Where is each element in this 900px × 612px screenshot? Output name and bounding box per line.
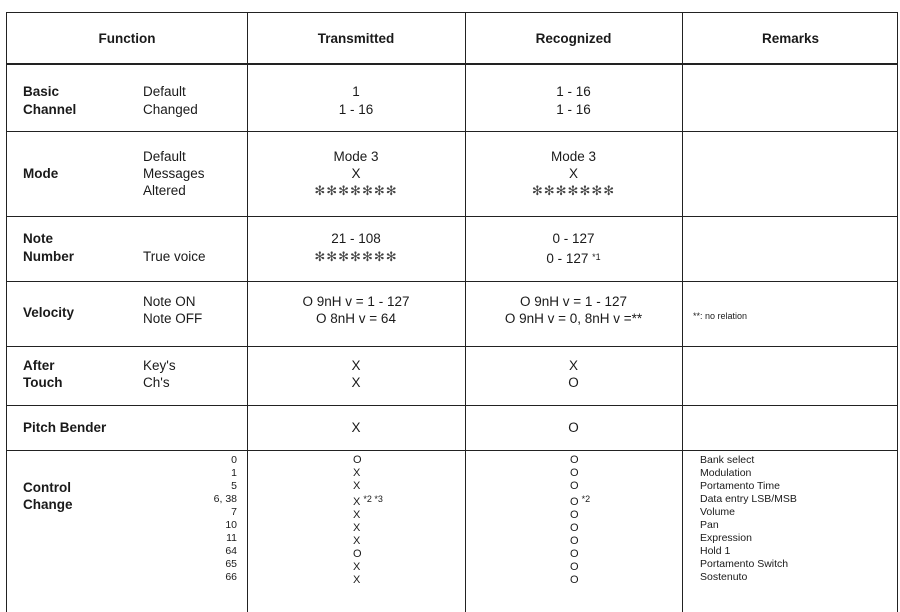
controller-remark [700,493,797,506]
row-divider [7,346,897,347]
column-divider [682,13,683,612]
row-divider [7,450,897,451]
controller-number [157,545,237,558]
controller-number-text: 65 [225,558,237,570]
controller-number [157,532,237,545]
controller-transmitted [353,522,383,535]
transmitted-value: X [351,375,361,390]
header-function: Function [98,30,156,46]
controller-number [157,493,237,506]
recognized-value: O 9nH v = 0, 8nH v =** [504,311,643,326]
controller-remark-text: Portamento Switch [700,558,789,570]
sub-label-messages: Messages [143,166,205,181]
controller-number-list [157,454,237,584]
controller-transmitted-list [353,454,383,587]
controller-recognized-text: O [570,548,579,560]
controller-recognized [570,467,590,480]
row-title-control: Control [23,480,71,495]
controller-transmitted [353,535,383,548]
controller-transmitted [353,509,383,522]
row-title-touch: Touch [23,375,63,390]
row-title-pitch-bender: Pitch Bender [23,420,107,435]
controller-transmitted [353,574,383,587]
controller-transmitted-text: X [353,480,361,492]
controller-transmitted [353,548,383,561]
controller-remark [700,532,797,545]
recognized-value [465,248,682,268]
controller-remark [700,454,797,467]
transmitted-value: X [351,166,361,181]
controller-number-text: 5 [231,480,237,492]
header-recognized: Recognized [535,30,612,46]
controller-recognized-text: O [570,480,579,492]
recognized-value: 1 - 16 [556,102,591,117]
controller-transmitted [353,454,383,467]
row-title-velocity: Velocity [23,305,75,320]
controller-transmitted [353,493,383,509]
controller-recognized [570,493,590,509]
controller-remark-text: Portamento Time [700,480,780,492]
controller-number [157,506,237,519]
controller-recognized-text: O [570,467,579,479]
recognized-range: 0 - 127 [546,251,589,266]
controller-number [157,467,237,480]
controller-remark-text: Pan [700,519,719,531]
row-divider [7,281,897,282]
controller-number-text: 10 [225,519,237,531]
sub-label-default: Default [143,84,186,99]
footnote-marker: *2 [581,494,591,504]
controller-transmitted-text: O [353,454,362,466]
controller-recognized [570,522,590,535]
controller-recognized [570,561,590,574]
controller-remark-text: Modulation [700,467,752,479]
controller-recognized [570,535,590,548]
header-transmitted: Transmitted [317,30,395,46]
controller-transmitted-text: X [353,509,361,521]
sub-label-keys: Key's [143,358,176,373]
controller-transmitted-text: X [353,535,361,547]
controller-remarks-list [700,454,797,584]
remark-no-relation: **: no relation [693,311,748,321]
transmitted-value: O 9nH v = 1 - 127 [302,294,410,309]
recognized-value: 0 - 127 [552,231,595,246]
row-title-basic: Basic [23,84,60,99]
controller-transmitted-text: X [353,561,361,573]
recognized-value: O [568,420,579,435]
header-remarks: Remarks [761,30,820,46]
controller-remark [700,480,797,493]
sub-label-note-off: Note OFF [143,311,203,326]
footnote-marker: *2 *3 [363,494,383,504]
controller-recognized-text: O [570,574,579,586]
recognized-value: 1 - 16 [556,84,591,99]
recognized-value: Mode 3 [550,149,597,164]
header-divider [7,63,897,65]
controller-recognized-text: O [570,561,579,573]
controller-recognized [570,574,590,587]
controller-transmitted-text: O [353,548,362,560]
controller-number [157,558,237,571]
row-divider [7,216,897,217]
controller-recognized-text: O [570,509,579,521]
sub-label-changed: Changed [143,102,198,117]
sub-label-altered: Altered [143,183,186,198]
sub-label-true-voice: True voice [143,249,206,264]
controller-remark-text: Hold 1 [700,545,731,557]
asterisk-row: ✻✻✻✻✻✻✻ [314,183,398,198]
transmitted-value: Mode 3 [333,149,379,164]
controller-recognized-list [570,454,590,587]
controller-recognized [570,480,590,493]
controller-transmitted-text: X [353,574,361,586]
controller-remark-text: Bank select [700,454,755,466]
controller-remark [700,558,797,571]
controller-transmitted [353,480,383,493]
row-title-mode: Mode [23,166,59,181]
recognized-value: O 9nH v = 1 - 127 [520,294,627,309]
controller-remark-text: Expression [700,532,752,544]
sub-label-note-on: Note ON [143,294,196,309]
controller-number [157,480,237,493]
controller-number-text: 11 [226,532,237,544]
controller-number-text: 64 [225,545,237,557]
controller-recognized [570,509,590,522]
controller-number-text: 1 [231,467,237,479]
controller-recognized [570,454,590,467]
controller-number-text: 66 [225,571,237,583]
recognized-value: X [568,358,578,373]
sub-label-default: Default [143,149,186,164]
row-divider [7,131,897,132]
controller-transmitted-text: X [353,467,361,479]
recognized-value: X [568,166,578,181]
row-title-note: Note [23,231,53,246]
controller-transmitted-text: X [353,496,361,508]
midi-implementation-chart [6,12,898,612]
controller-recognized-text: O [570,522,579,534]
controller-transmitted-text: X [353,522,361,534]
row-title-after: After [23,358,55,373]
asterisk-row: ✻✻✻✻✻✻✻ [314,249,398,264]
row-divider [7,405,897,406]
controller-remark [700,571,797,584]
controller-remark [700,467,797,480]
transmitted-value: 21 - 108 [331,231,381,246]
controller-number-text: 6, 38 [213,493,237,505]
controller-number-text: 7 [231,506,237,518]
footnote-marker: *1 [592,252,601,262]
controller-transmitted [353,467,383,480]
asterisk-row: ✻✻✻✻✻✻✻ [531,183,616,198]
transmitted-value: X [351,358,361,373]
controller-remark [700,506,797,519]
transmitted-value: X [351,420,361,435]
controller-remark-text: Data entry LSB/MSB [700,493,797,505]
controller-transmitted [353,561,383,574]
row-title-channel: Channel [23,102,77,117]
row-title-number: Number [23,249,75,264]
controller-number [157,519,237,532]
controller-recognized-text: O [570,454,579,466]
controller-number [157,571,237,584]
sub-label-chs: Ch's [143,375,170,390]
controller-remark-text: Sostenuto [700,571,748,583]
recognized-value: O [568,375,579,390]
row-title-change: Change [23,497,73,512]
transmitted-value: 1 - 16 [338,102,374,117]
controller-number [157,454,237,467]
controller-remark [700,519,797,532]
controller-recognized [570,548,590,561]
transmitted-value: 1 [352,84,360,99]
controller-number-text: 0 [231,454,237,466]
transmitted-value: O 8nH v = 64 [316,311,396,326]
controller-recognized-text: O [570,496,579,508]
controller-recognized-text: O [570,535,579,547]
controller-remark-text: Volume [700,506,736,518]
controller-remark [700,545,797,558]
